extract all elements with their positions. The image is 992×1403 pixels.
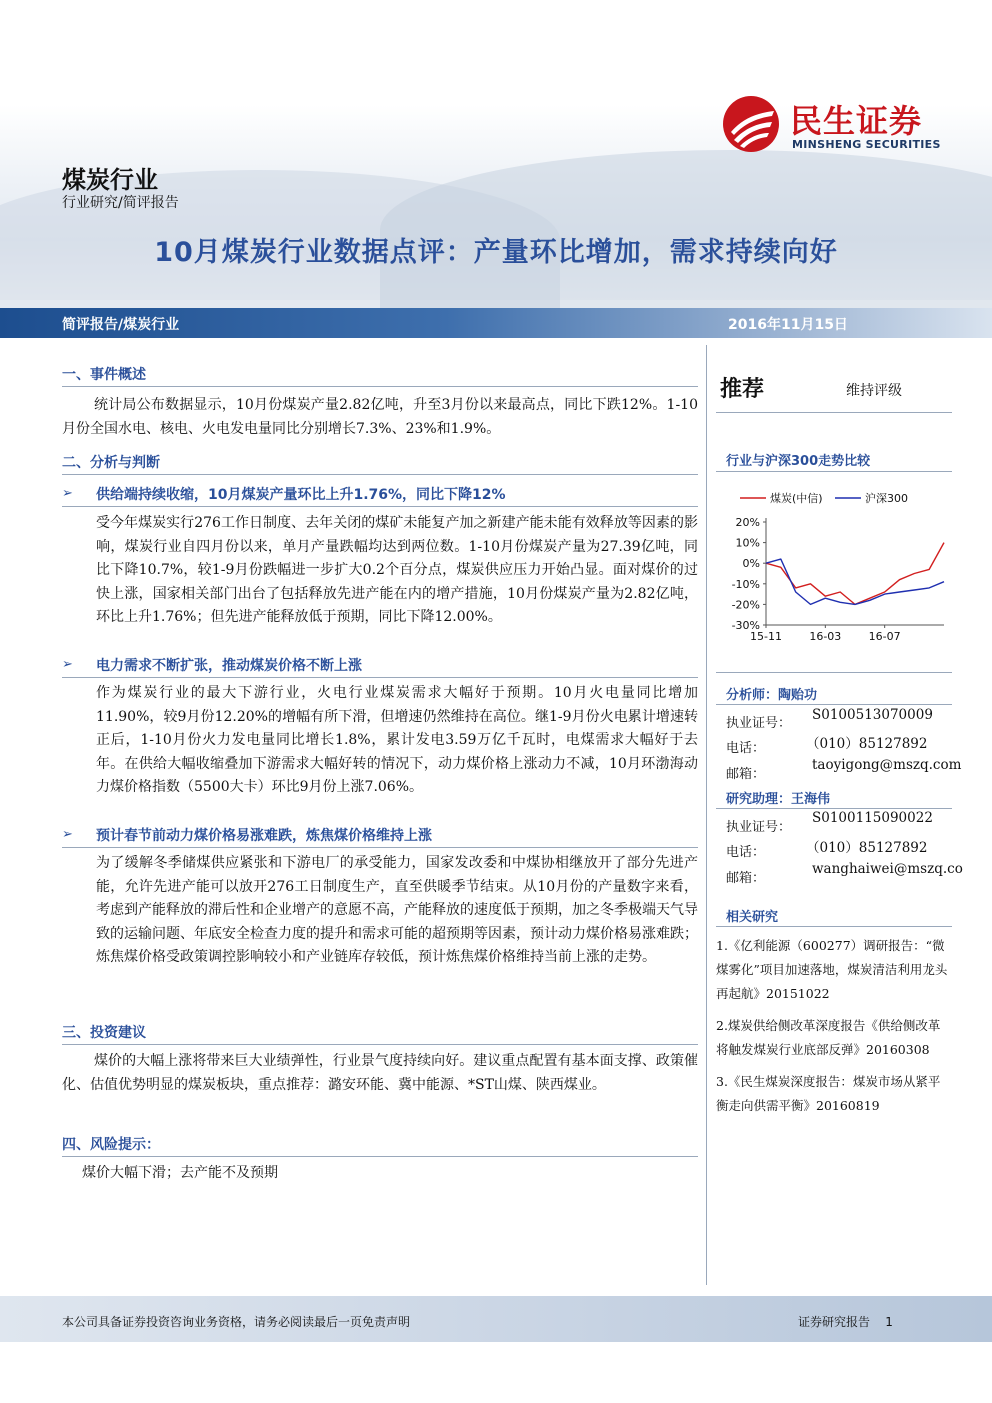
bullet-paragraph: 为了缓解冬季储煤供应紧张和下游电厂的承受能力，国家发改委和中煤协相继放开了部分先进产能，允许先进产能可以放开276工日制度生产，直至供暖季节结束。从10月份的产量数字来看，考虑到产能释放的滞后性和企业增产的意愿不高，产能释放的速度低于预期，加之冬季极端天气导致的运输问题、年底安全检查力度的提升和需求可能的超预期等因素，预计动力煤价格易涨难跌；炼焦煤价格受政策调控影响较小和产业链库存较低，预计炼焦煤价格维持当前上涨的走势。: [96, 855, 698, 965]
y-tick-label: -10%: [731, 577, 760, 591]
field-label: 执业证号：: [726, 716, 792, 731]
arrow-bullet-icon: ➢: [62, 657, 73, 672]
section-heading-3: 三、投资建议: [62, 1025, 146, 1041]
section-heading-1: 一、事件概述: [62, 367, 146, 383]
y-tick-label: 20%: [735, 516, 760, 529]
section-paragraph: 统计局公布数据显示，10月份煤炭产量2.82亿吨，升至3月份以来最高点，同比下跌12%。1-10月份全国水电、核电、火电发电量同比分别增长7.3%、23%和1.9%。: [62, 397, 698, 437]
legend-label: 沪深300: [865, 492, 908, 505]
series-line: [766, 559, 944, 604]
phone-number: （010）85127892: [806, 736, 928, 752]
section-heading-2: 二、分析与判断: [62, 455, 160, 471]
brand-name-en: MINSHENG SECURITIES: [792, 138, 941, 151]
page-title: 10月煤炭行业数据点评：产量环比增加，需求持续向好: [154, 237, 838, 268]
bullet-title: 电力需求不断扩张，推动煤炭价格不断上涨: [96, 658, 362, 674]
divider: [62, 386, 698, 387]
footer-disclaimer: 本公司具备证券投资咨询业务资格，请务必阅读最后一页免责声明: [62, 1315, 411, 1329]
field-label: 邮箱：: [726, 767, 766, 782]
field-label: 电话：: [726, 741, 766, 756]
series-line: [766, 543, 944, 605]
bullet-title: 预计春节前动力煤价格易涨难跌，炼焦煤价格维持上涨: [96, 828, 432, 844]
related-item[interactable]: 3.《民生煤炭深度报告：煤炭市场从紧平衡走向供需平衡》20160819: [716, 1074, 941, 1113]
related-item[interactable]: 2.煤炭供给侧改革深度报告《供给侧改革将触发煤炭行业底部反弹》20160308: [716, 1018, 941, 1057]
y-tick-label: 0%: [742, 557, 760, 571]
related-item[interactable]: 1.《亿利能源（600277）调研报告：“微煤雾化”项目加速落地，煤炭清洁利用龙头再起航》20151022: [716, 938, 948, 1001]
email-link[interactable]: taoyigong@mszq.com: [812, 757, 962, 773]
divider: [62, 677, 698, 678]
analyst-heading: 分析师：陶贻功: [726, 688, 818, 703]
license-number: S0100513070009: [812, 707, 933, 723]
y-tick-label: 10%: [735, 536, 760, 550]
trend-chart: [716, 480, 956, 650]
related-heading: 相关研究: [726, 910, 779, 925]
footer-page: 证券研究报告 1: [798, 1315, 893, 1329]
field-label: 执业证号：: [726, 820, 792, 835]
divider: [62, 847, 698, 848]
brand-name: 民生证券: [790, 102, 923, 140]
divider: [716, 926, 952, 927]
bullet-paragraph: 作为煤炭行业的最大下游行业，火电行业煤炭需求大幅好于预期。10月火电量同比增加11.90%，较9月份12.20%的增幅有所下滑，但增速仍然维持在高位。继1-9月份火电累计增速转正后，1-10月份火力发电量同比增长1.8%，累计发电3.59万亿千瓦时，电煤需求大幅好于去年。在供给大幅收缩叠加下游需求大幅好转的情况下，动力煤价格上涨动力不减，10月环渤海动力煤价格指数（5500大卡）环比9月份上涨7.06%。: [96, 685, 698, 795]
section-paragraph: 煤价大幅下滑；去产能不及预期: [82, 1165, 278, 1181]
field-label: 邮箱：: [726, 871, 766, 886]
y-tick-label: -20%: [731, 598, 760, 612]
assistant-heading: 研究助理：王海伟: [726, 792, 831, 807]
bar-category: 简评报告/煤炭行业: [62, 317, 180, 333]
divider: [716, 704, 952, 705]
bullet-title: 供给端持续收缩，10月煤炭产量环比上升1.76%，同比下降12%: [96, 487, 506, 503]
divider: [62, 506, 698, 507]
divider: [62, 1156, 698, 1157]
field-label: 电话：: [726, 845, 766, 860]
brand-logo-icon: [722, 95, 780, 153]
arrow-bullet-icon: ➢: [62, 827, 73, 842]
chart-heading: 行业与沪深300走势比较: [726, 454, 871, 469]
section-heading-4: 四、风险提示：: [62, 1137, 160, 1153]
legend-label: 煤炭(中信): [770, 492, 823, 505]
divider: [716, 672, 952, 673]
recommendation: 推荐: [720, 377, 765, 402]
divider: [62, 474, 698, 475]
x-tick-label: 16-03: [809, 630, 842, 643]
bar-date: 2016年11月15日: [728, 317, 848, 333]
license-number: S0100115090022: [812, 810, 933, 826]
x-tick-label: 15-11: [750, 630, 782, 643]
email-link[interactable]: wanghaiwei@mszq.co: [812, 861, 963, 877]
industry-label: 煤炭行业: [62, 166, 158, 194]
rating-label: 维持评级: [846, 383, 902, 399]
divider: [716, 471, 952, 472]
section-paragraph: 煤价的大幅上涨将带来巨大业绩弹性，行业景气度持续向好。建议重点配置有基本面支撑、政策催化、估值优势明显的煤炭板块，重点推荐：潞安环能、冀中能源、*ST山煤、陕西煤业。: [62, 1053, 698, 1093]
divider: [716, 808, 952, 809]
x-tick-label: 16-07: [868, 630, 901, 643]
divider: [62, 1044, 698, 1045]
bullet-paragraph: 受今年煤炭实行276工作日制度、去年关闭的煤矿未能复产加之新建产能未能有效释放等因素的影响，煤炭行业自四月份以来，单月产量跌幅均达到两位数。1-10月份煤炭产量为27.39亿吨，同比下降10.7%，较1-9月份跌幅进一步扩大0.2个百分点，煤炭供应压力开始凸显。面对煤价的过快上涨，国家相关部门出台了包括释放先进产能在内的增产措施，10月份煤炭产量为2.82亿吨，环比上升1.76%；但先进产能释放低于预期，同比下降12.00%。: [96, 515, 698, 625]
related-list: [716, 934, 952, 1118]
report-type: 行业研究/简评报告: [62, 195, 179, 211]
column-divider: [706, 345, 707, 1285]
divider: [716, 412, 952, 413]
y-tick-label: -30%: [731, 619, 760, 632]
phone-number: （010）85127892: [806, 840, 928, 856]
arrow-bullet-icon: ➢: [62, 486, 73, 501]
